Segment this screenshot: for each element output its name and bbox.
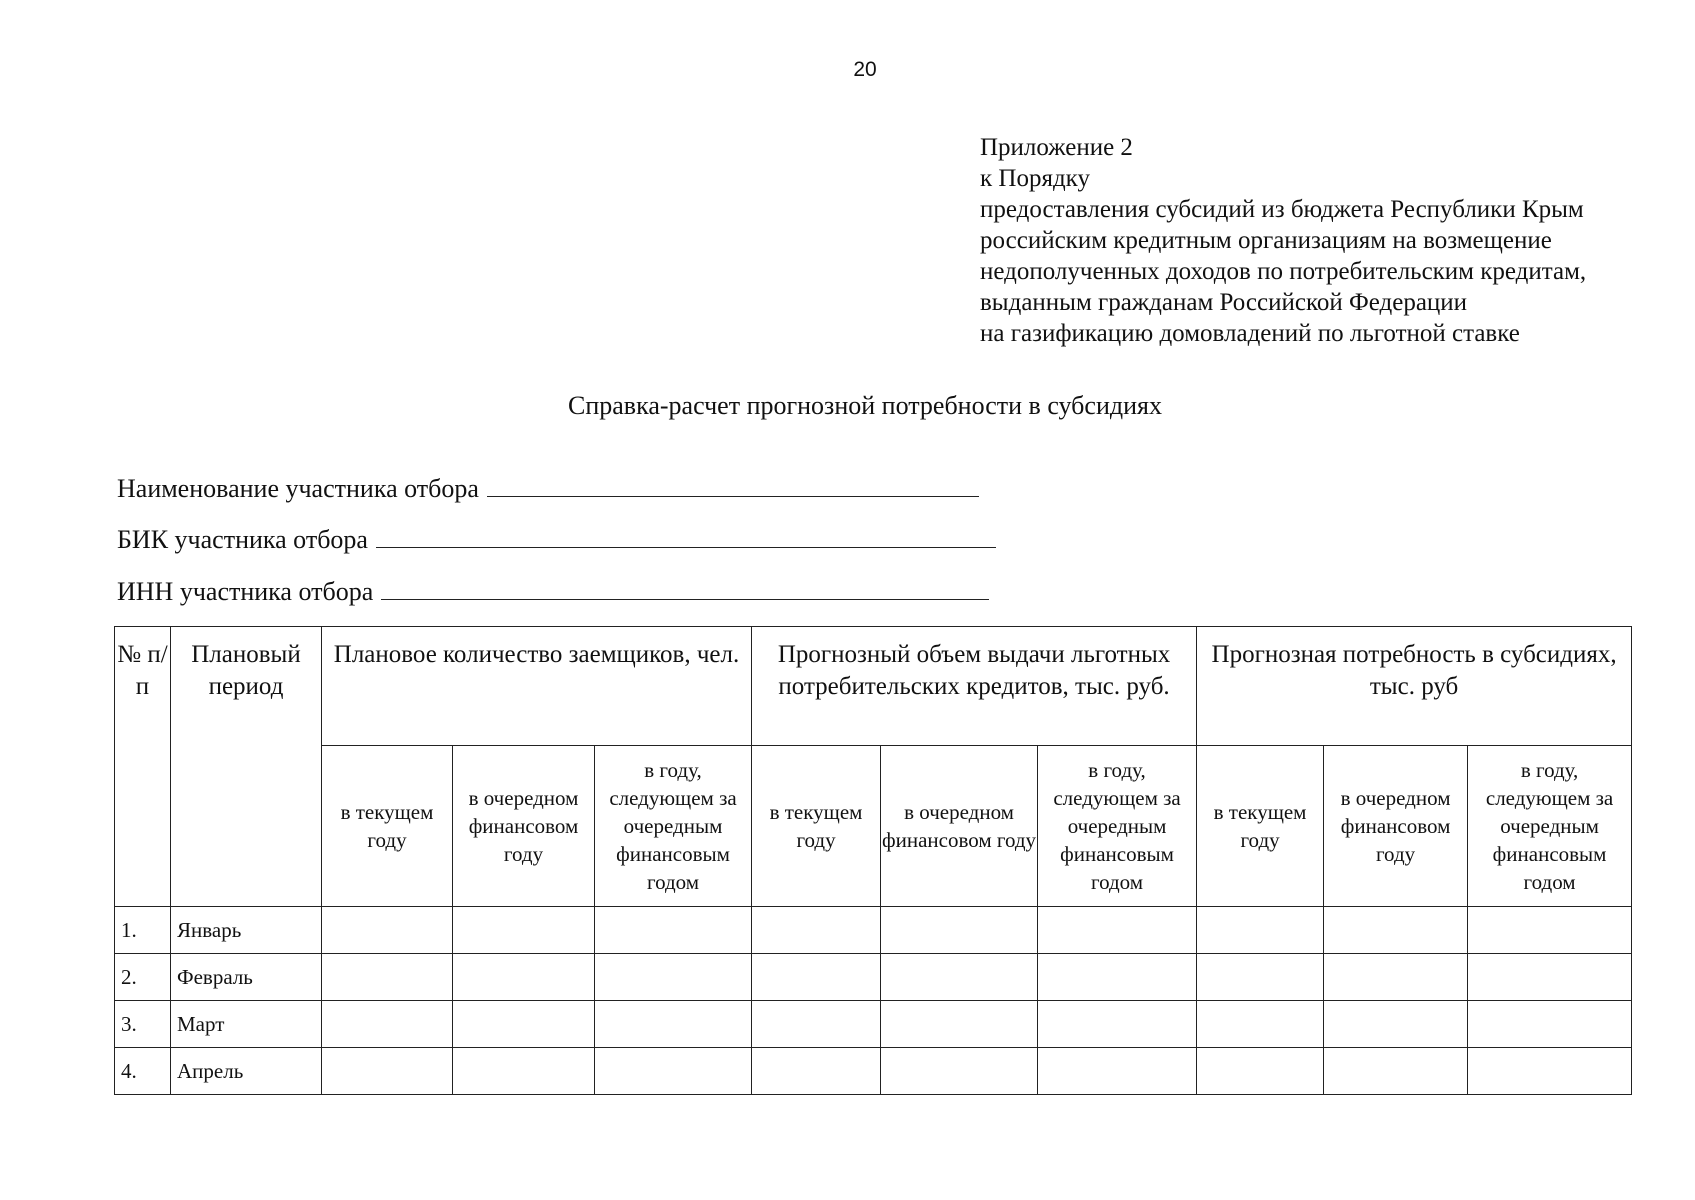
data-cell[interactable]: [595, 1001, 752, 1048]
header-borrowers-count: Плановое количество заемщиков, чел.: [322, 627, 752, 746]
data-cell[interactable]: [595, 1048, 752, 1095]
data-cell[interactable]: [881, 1001, 1038, 1048]
document-title: Справка-расчет прогнозной потребности в субсидиях: [568, 391, 1162, 420]
appendix-line: недополученных доходов по потребительским кредитам,: [980, 258, 1587, 285]
data-cell[interactable]: [1038, 1048, 1197, 1095]
data-cell[interactable]: [322, 1048, 453, 1095]
data-cell[interactable]: [1324, 1001, 1468, 1048]
calculation-table: [114, 626, 1632, 1095]
row-number: 1.: [115, 907, 171, 954]
header-period: Плановый период: [171, 627, 322, 907]
data-cell[interactable]: [752, 954, 881, 1001]
subheader-current-year: в текущем году: [752, 746, 881, 907]
data-cell[interactable]: [881, 954, 1038, 1001]
participant-inn-blank[interactable]: [381, 598, 989, 600]
data-cell[interactable]: [1038, 1001, 1197, 1048]
data-cell[interactable]: [1468, 907, 1632, 954]
data-cell[interactable]: [595, 954, 752, 1001]
row-number: 3.: [115, 1001, 171, 1048]
row-number: 2.: [115, 954, 171, 1001]
subheader-next-year: в очередном финансовом году: [1324, 746, 1468, 907]
subheader-next-year: в очередном финансовом году: [453, 746, 595, 907]
subheader-current-year: в текущем году: [322, 746, 453, 907]
table-row: [115, 1048, 1632, 1095]
table-row: [115, 907, 1632, 954]
data-cell[interactable]: [1197, 907, 1324, 954]
data-cell[interactable]: [1038, 907, 1197, 954]
data-cell[interactable]: [881, 907, 1038, 954]
subheader-following-year: в году, следующем за очередным финансовым годом: [595, 746, 752, 907]
page-number: 20: [853, 58, 877, 81]
table-row: [115, 1001, 1632, 1048]
data-cell[interactable]: [752, 907, 881, 954]
data-cell[interactable]: [1197, 1048, 1324, 1095]
data-cell[interactable]: [595, 907, 752, 954]
data-cell[interactable]: [1468, 954, 1632, 1001]
data-cell[interactable]: [752, 1001, 881, 1048]
row-number: 4.: [115, 1048, 171, 1095]
table-row: [115, 954, 1632, 1001]
subheader-next-year: в очередном финансовом году: [881, 746, 1038, 907]
participant-bik-label: БИК участника отбора: [117, 525, 368, 554]
data-cell[interactable]: [453, 1001, 595, 1048]
data-cell[interactable]: [453, 1048, 595, 1095]
subheader-following-year: в году, следующем за очередным финансовым годом: [1038, 746, 1197, 907]
subheader-current-year: в текущем году: [1197, 746, 1324, 907]
data-cell[interactable]: [453, 907, 595, 954]
appendix-line: на газификацию домовладений по льготной ставке: [980, 320, 1520, 347]
appendix-line: к Порядку: [980, 165, 1090, 192]
subheader-following-year: в году, следующем за очередным финансовым годом: [1468, 746, 1632, 907]
row-period: Январь: [171, 907, 322, 954]
appendix-line: выданным гражданам Российской Федерации: [980, 289, 1468, 316]
data-cell[interactable]: [1324, 907, 1468, 954]
participant-inn-label: ИНН участника отбора: [117, 577, 374, 606]
participant-bik-field: [117, 525, 996, 555]
data-cell[interactable]: [1324, 954, 1468, 1001]
data-cell[interactable]: [1038, 954, 1197, 1001]
data-cell[interactable]: [453, 954, 595, 1001]
participant-name-blank[interactable]: [487, 495, 979, 497]
data-cell[interactable]: [881, 1048, 1038, 1095]
data-cell[interactable]: [1324, 1048, 1468, 1095]
row-period: Февраль: [171, 954, 322, 1001]
appendix-line: российским кредитным организациям на возмещение: [980, 227, 1552, 254]
row-period: Март: [171, 1001, 322, 1048]
appendix-line: предоставления субсидий из бюджета Республики Крым: [980, 196, 1584, 223]
data-cell[interactable]: [322, 1001, 453, 1048]
data-cell[interactable]: [752, 1048, 881, 1095]
participant-inn-field: [117, 577, 989, 607]
appendix-line: Приложение 2: [980, 134, 1133, 161]
data-cell[interactable]: [1468, 1001, 1632, 1048]
header-subsidy-need: Прогнозная потребность в субсидиях, тыс. руб: [1197, 627, 1632, 746]
appendix-block: [980, 132, 1680, 349]
participant-bik-blank[interactable]: [376, 546, 996, 548]
data-cell[interactable]: [322, 907, 453, 954]
header-number: № п/п: [115, 627, 171, 907]
participant-name-label: Наименование участника отбора: [117, 474, 479, 503]
data-cell[interactable]: [322, 954, 453, 1001]
data-cell[interactable]: [1197, 954, 1324, 1001]
participant-name-field: [117, 474, 979, 504]
header-loan-volume: Прогнозный объем выдачи льготных потребительских кредитов, тыс. руб.: [752, 627, 1197, 746]
row-period: Апрель: [171, 1048, 322, 1095]
data-cell[interactable]: [1197, 1001, 1324, 1048]
data-cell[interactable]: [1468, 1048, 1632, 1095]
